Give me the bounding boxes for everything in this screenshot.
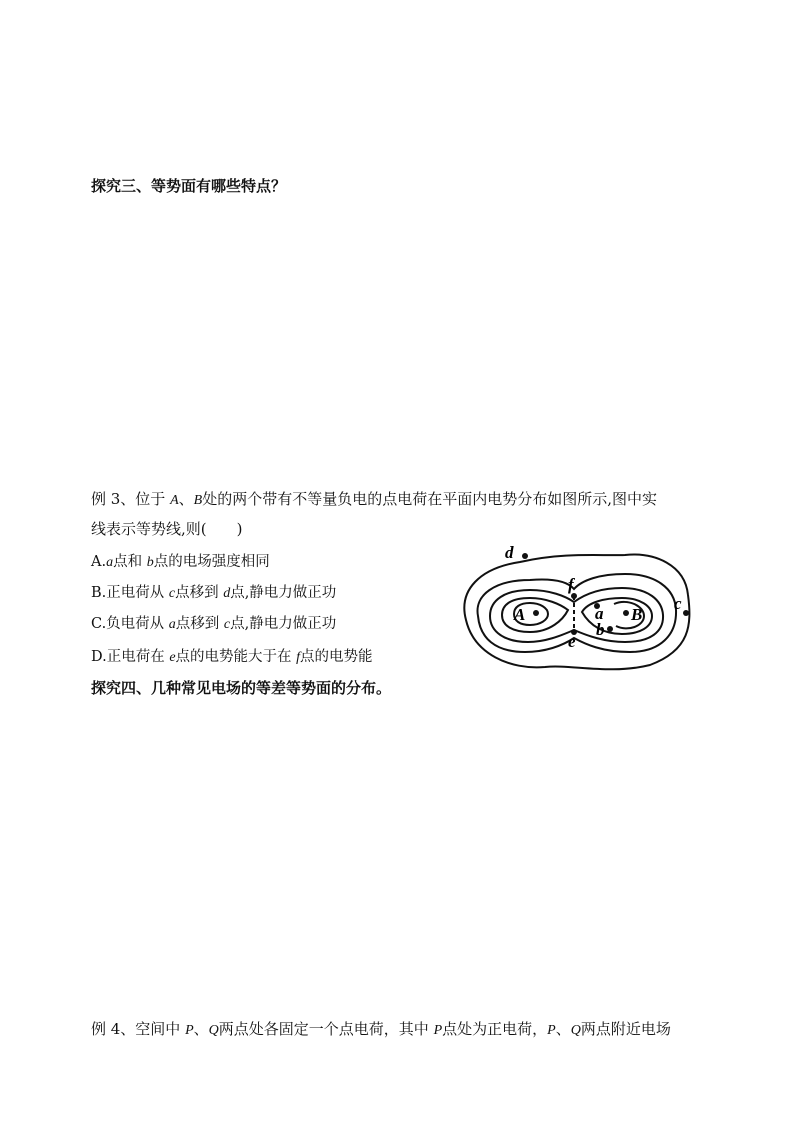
label-d: d bbox=[505, 543, 514, 562]
point-d bbox=[522, 553, 528, 559]
example3-line2: 线表示等势线,则( ) bbox=[91, 520, 243, 538]
contour-outer bbox=[464, 555, 689, 670]
point-c bbox=[683, 610, 689, 616]
contour-2 bbox=[478, 574, 677, 652]
option-c: C.负电荷从 a点移到 c点,静电力做正功 bbox=[91, 616, 337, 632]
label-A: A bbox=[514, 605, 526, 624]
option-b: B.正电荷从 c点移到 d点,静电力做正功 bbox=[91, 585, 337, 601]
label-c: c bbox=[674, 594, 682, 613]
label-e: e bbox=[568, 632, 576, 651]
point-B bbox=[623, 610, 629, 616]
example3-line1: 例 3、位于 A、B处的两个带有不等量负电的点电荷在平面内电势分布如图所示,图中实 bbox=[91, 490, 658, 508]
point-A bbox=[533, 610, 539, 616]
label-a: a bbox=[595, 604, 604, 623]
label-B: B bbox=[631, 605, 643, 624]
option-a: A.a点和 b点的电场强度相同 bbox=[91, 554, 270, 570]
label-b: b bbox=[596, 620, 605, 639]
equipotential-figure bbox=[450, 540, 720, 680]
section3-heading: 探究三、等势面有哪些特点？ bbox=[91, 177, 287, 195]
option-d: D.正电荷在 e点的电势能大于在 f点的电势能 bbox=[91, 649, 373, 665]
section4-heading: 探究四、几种常见电场的等差等势面的分布。 bbox=[91, 679, 392, 697]
label-f: f bbox=[568, 575, 574, 594]
point-b bbox=[607, 626, 613, 632]
example4-line1: 例 4、空间中 P、Q两点处各固定一个点电荷，其中 P点处为正电荷，P、Q两点附近电场 bbox=[91, 1020, 671, 1038]
